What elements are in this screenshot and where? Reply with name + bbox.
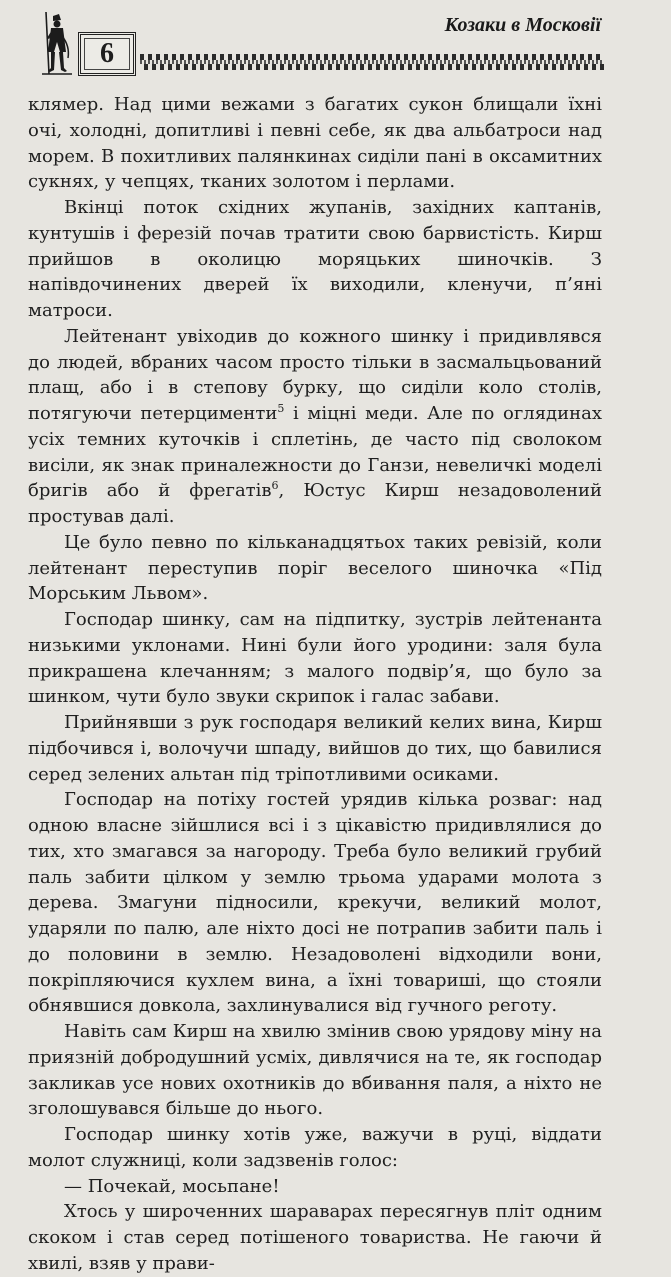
paragraph-with-footnotes — [28, 324, 602, 530]
page-header — [0, 0, 671, 88]
paragraph: Господар шинку хотів уже, важучи в руці, віддати молот служниці, коли задзвенів голос: — [28, 1124, 602, 1171]
page-number-frame — [78, 32, 136, 76]
paragraph: Вкінці поток східних жупанів, західних каптанів, кунтушів і ферезій почав тратити свою барвистість. Кирш прийшов в околицю моряцьких шиночків. З напівдочинених дверей їх виходили, кленучи, п’яні матроси. — [28, 197, 602, 321]
paragraph-text: Лейтенант увіходив до кожного шинку і придивлявся до людей, вбраних часом просто тільки в засмальцьований плащ, або і в степову бурку, що сиділи коло столів, потягуючи петерцименти — [28, 325, 602, 424]
cossack-figure-icon — [40, 12, 74, 76]
running-title: Козаки в Московії — [444, 14, 601, 36]
paragraph: Це було певно по кільканадцятьох таких ревізій, коли лейтенант переступив поріг веселого шиночка «Під Морським Львом». — [28, 531, 602, 605]
decorative-ornament-band — [140, 54, 604, 70]
paragraph: клямер. Над цими вежами з багатих сукон блищали їхні очі, холодні, допитливі і певні себе, як два альбатроси над морем. В похитливих палянкинах сиділи пані в оксамитних сукнях, у чепцях, тканих золотом і перлами. — [28, 94, 602, 193]
body-text — [28, 92, 602, 1277]
paragraph: Хтось у широченних шараварах пересягнув пліт одним скоком і став серед потішеного товариства. Не гаючи й хвилі, взяв у прави- — [28, 1201, 602, 1274]
footnote-marker: 6 — [271, 479, 279, 493]
paragraph: Навіть сам Кирш на хвилю змінив свою урядову міну на приязній добродушний усміх, дивлячися на те, як господар закликав усе нових охотників до вбивання паля, а ніхто не зголошувався більше до нього. — [28, 1021, 602, 1120]
page-number: 6 — [100, 38, 114, 69]
paragraph: Прийнявши з рук господаря великий келих вина, Кирш підбочився і, волочучи шпаду, вийшов до тих, що бавилися серед зелених альтан під тріпотливими осиками. — [28, 712, 602, 785]
paragraph: Господар шинку, сам на підпитку, зустрів лейтенанта низькими уклонами. Нині були його уродини: заля була прикрашена клечанням; з малого подвір’я, що було за шинком, чути було звуки скрипок і галас забави. — [28, 609, 602, 708]
paragraph-text: і міцні меди. Але по оглядинах усіх темних куточків і сплетінь, де часто під сволоком висіли, як знак приналежности до Ганзи, невеличкі моделі бригів або й фрегатів — [28, 403, 603, 502]
dialogue-line: — Почекай, мосьпане! — [64, 1175, 280, 1197]
footnote-marker: 5 — [277, 402, 285, 415]
paragraph: Господар на потіху гостей урядив кілька розваг: над одною власне зійшлися всі і з цікавістю придивлялися до тих, хто змагався за нагороду. Треба було великий грубий паль забити цілком у землю трьома ударами молота з дерева. Змагуни підносили, крекучи, великий молот, ударяли по палю, але ніхто досі не потрапив забити паль і до половини в землю. Незадоволені відходили вони, покріпляючися кухлем вина, а їхні товариші, що стояли обнявшися довкола, захлинувалися від гучного реготу. — [28, 789, 602, 1017]
paragraph-text: , Юстус Кирш незадоволений простував далі. — [28, 480, 602, 527]
